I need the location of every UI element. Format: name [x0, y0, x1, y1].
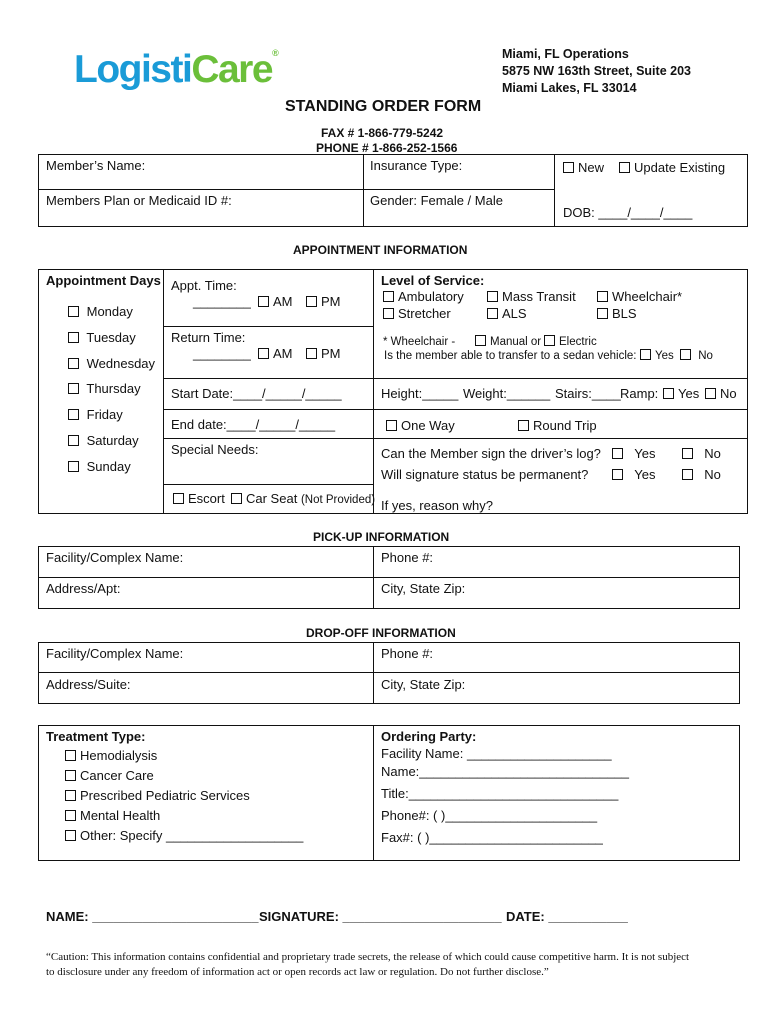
checkbox-icon[interactable] — [68, 409, 79, 420]
stairs-field[interactable]: Stairs:____ — [555, 386, 621, 401]
checkbox-icon[interactable] — [563, 162, 574, 173]
wheelchair-label: Wheelchair* — [612, 289, 683, 304]
ordering-party-label: Ordering Party: — [381, 729, 477, 744]
treatment-pediatric[interactable] — [65, 788, 250, 803]
round-trip-label: Round Trip — [533, 418, 597, 433]
checkbox-icon[interactable] — [68, 358, 79, 369]
appointment-days-label: Appointment Days — [46, 273, 161, 288]
day-label: Tuesday — [86, 330, 136, 345]
checkbox-icon[interactable] — [306, 296, 317, 307]
mass-transit-option[interactable] — [487, 289, 576, 304]
als-option[interactable] — [487, 306, 527, 321]
dropoff-address-label[interactable]: Address/Suite: — [46, 677, 131, 692]
stretcher-option[interactable] — [383, 306, 451, 321]
checkbox-icon[interactable] — [65, 790, 76, 801]
transfer-question: Is the member able to transfer to a sedan vehicle: — [384, 350, 637, 362]
treatment-cancer-care[interactable] — [65, 768, 154, 783]
signature-date-field[interactable]: DATE: ___________ — [506, 909, 628, 924]
pickup-address-label[interactable]: Address/Apt: — [46, 581, 121, 596]
signature-name-field[interactable]: NAME: _______________________ — [46, 909, 259, 924]
checkbox-icon[interactable] — [68, 306, 79, 317]
checkbox-icon[interactable] — [383, 291, 394, 302]
am-label: AM — [273, 294, 293, 309]
appt-row-divider — [163, 326, 373, 327]
car-seat-option[interactable] — [231, 491, 375, 506]
dropoff-row-divider — [38, 672, 740, 673]
checkbox-icon[interactable] — [597, 308, 608, 319]
checkbox-icon[interactable] — [663, 388, 674, 399]
ordering-facility-field[interactable]: Facility Name: ____________________ — [381, 746, 612, 761]
yes-label: Yes — [678, 386, 700, 401]
no-label: No — [720, 386, 737, 401]
dropoff-phone-label[interactable]: Phone #: — [381, 646, 434, 661]
permanent-question: Will signature status be permanent? — [381, 467, 589, 482]
ramp-label: Ramp: — [620, 386, 659, 401]
day-label: Wednesday — [86, 356, 156, 371]
logisticare-logo — [74, 48, 277, 92]
special-needs-label: Special Needs: — [171, 442, 259, 457]
transfer-yes[interactable] — [640, 350, 674, 362]
bls-option[interactable] — [597, 306, 637, 321]
appt-time-label: Appt. Time: — [171, 278, 237, 293]
ordering-fax-field[interactable]: Fax#: ( )________________________ — [381, 830, 603, 845]
height-field[interactable]: Height:_____ — [381, 386, 459, 401]
checkbox-icon[interactable] — [68, 435, 79, 446]
address-line2: 5875 NW 163th Street, Suite 203 — [502, 64, 691, 78]
dropoff-city-label[interactable]: City, State Zip: — [381, 677, 466, 692]
checkbox-icon[interactable] — [68, 383, 79, 394]
address-line3: Miami Lakes, FL 33014 — [502, 81, 637, 95]
checkbox-icon[interactable] — [173, 493, 184, 504]
checkbox-icon[interactable] — [306, 348, 317, 359]
pickup-facility-label[interactable]: Facility/Complex Name: — [46, 550, 184, 565]
no-label: No — [704, 446, 721, 461]
treatment-hemodialysis[interactable] — [65, 748, 157, 763]
checkbox-icon[interactable] — [68, 332, 79, 343]
checkbox-icon[interactable] — [705, 388, 716, 399]
start-date-field[interactable]: Start Date:____/_____/_____ — [171, 386, 342, 401]
phone-number: PHONE # 1-866-252-1566 — [316, 141, 458, 155]
day-label: Friday — [86, 407, 123, 422]
yes-label: Yes — [634, 467, 656, 482]
dropoff-col-divider — [373, 642, 374, 704]
dropoff-facility-label[interactable]: Facility/Complex Name: — [46, 646, 184, 661]
treatment-col-divider — [373, 725, 374, 861]
checkbox-icon[interactable] — [682, 448, 693, 459]
checkbox-icon[interactable] — [231, 493, 242, 504]
yes-label: Yes — [634, 446, 656, 461]
end-date-field[interactable]: End date:____/_____/_____ — [171, 417, 336, 432]
day-monday[interactable] — [68, 304, 133, 319]
day-thursday[interactable] — [68, 381, 141, 396]
member-col-divider — [363, 154, 364, 227]
member-col-divider-2 — [554, 154, 555, 227]
checkbox-icon[interactable] — [544, 335, 555, 346]
escort-label: Escort — [188, 491, 225, 506]
checkbox-icon[interactable] — [383, 308, 394, 319]
treatment-type-label: Treatment Type: — [46, 729, 146, 744]
checkbox-icon[interactable] — [487, 291, 498, 302]
member-row-divider — [38, 189, 555, 190]
update-existing-option[interactable] — [619, 160, 725, 175]
ambulatory-label: Ambulatory — [398, 289, 464, 304]
appt-row-divider — [163, 484, 373, 485]
checkbox-icon[interactable] — [65, 770, 76, 781]
plan-id-label[interactable]: Members Plan or Medicaid ID #: — [46, 193, 232, 208]
checkbox-icon[interactable] — [612, 469, 623, 480]
ambulatory-option[interactable] — [383, 289, 464, 304]
am-label: AM — [273, 346, 293, 361]
fax-number: FAX # 1-866-779-5242 — [321, 126, 444, 140]
appt-row-divider — [163, 438, 748, 439]
not-provided-note: (Not Provided) — [300, 494, 376, 506]
day-label: Saturday — [86, 433, 139, 448]
manual-option[interactable] — [475, 336, 541, 348]
return-time-field[interactable]: ________ — [193, 346, 251, 361]
checkbox-icon[interactable] — [680, 349, 691, 360]
checkbox-icon[interactable] — [386, 420, 397, 431]
logo-part2: Care — [191, 48, 273, 91]
gender-label[interactable]: Gender: Female / Male — [370, 193, 503, 208]
day-saturday[interactable] — [68, 433, 139, 448]
transfer-no[interactable] — [680, 350, 713, 362]
pickup-row-divider — [38, 577, 740, 578]
pickup-city-label[interactable]: City, State Zip: — [381, 581, 466, 596]
pm-label: PM — [321, 346, 341, 361]
wheelchair-option[interactable] — [597, 289, 682, 304]
mass-transit-label: Mass Transit — [502, 289, 576, 304]
pm-label: PM — [321, 294, 341, 309]
pickup-heading: PICK-UP INFORMATION — [313, 530, 450, 544]
return-am-option[interactable] — [258, 346, 293, 361]
one-way-option[interactable] — [386, 418, 455, 433]
sign-log-yes[interactable] — [612, 446, 655, 461]
checkbox-icon[interactable] — [65, 810, 76, 821]
one-way-label: One Way — [401, 418, 455, 433]
checkbox-icon[interactable] — [65, 750, 76, 761]
treatment-mental-health[interactable] — [65, 808, 160, 823]
update-existing-label: Update Existing — [634, 160, 726, 175]
permanent-no[interactable] — [682, 467, 721, 482]
bls-label: BLS — [612, 306, 637, 321]
no-label: No — [704, 467, 721, 482]
checkbox-icon[interactable] — [518, 420, 529, 431]
signature-field[interactable]: SIGNATURE: ______________________ — [259, 909, 502, 924]
day-wednesday[interactable] — [68, 356, 155, 371]
appt-row-divider — [163, 378, 748, 379]
checkbox-icon[interactable] — [487, 308, 498, 319]
appt-am-option[interactable] — [258, 294, 293, 309]
manual-label: Manual or — [490, 336, 542, 348]
treatment-label: Hemodialysis — [80, 748, 158, 763]
ordering-title-field[interactable]: Title:_____________________________ — [381, 786, 619, 801]
caution-line-2: to disclosure under any freedom of information act or open records act law or regulation. Do not further disclose.” — [46, 966, 549, 978]
checkbox-icon[interactable] — [619, 162, 630, 173]
appt-col-divider-2 — [373, 269, 374, 514]
electric-label: Electric — [559, 336, 597, 348]
ordering-name-field[interactable]: Name:_____________________________ — [381, 764, 629, 779]
pickup-phone-label[interactable]: Phone #: — [381, 550, 434, 565]
dropoff-heading: DROP-OFF INFORMATION — [306, 626, 456, 640]
appt-pm-option[interactable] — [306, 294, 341, 309]
checkbox-icon[interactable] — [597, 291, 608, 302]
dob-field[interactable]: DOB: ____/____/____ — [563, 205, 693, 220]
escort-option[interactable] — [173, 491, 225, 506]
caution-line-1: “Caution: This information contains confidential and proprietary trade secrets, the release of which could cause competitive harm. It is not subject — [46, 951, 690, 963]
day-sunday[interactable] — [68, 459, 131, 474]
als-label: ALS — [502, 306, 527, 321]
new-option[interactable] — [563, 160, 604, 175]
round-trip-option[interactable] — [518, 418, 597, 433]
return-pm-option[interactable] — [306, 346, 341, 361]
wheelchair-note: * Wheelchair - — [383, 336, 456, 348]
yes-label: Yes — [655, 350, 674, 362]
ordering-phone-field[interactable]: Phone#: ( )_____________________ — [381, 808, 598, 823]
day-friday[interactable] — [68, 407, 123, 422]
weight-field[interactable]: Weight:______ — [463, 386, 551, 401]
new-label: New — [578, 160, 605, 175]
checkbox-icon[interactable] — [682, 469, 693, 480]
day-label: Monday — [86, 304, 133, 319]
checkbox-icon[interactable] — [68, 461, 79, 472]
treatment-other[interactable] — [65, 828, 303, 843]
ramp-no[interactable] — [705, 386, 737, 401]
address-line1: Miami, FL Operations — [502, 47, 629, 61]
sign-log-question: Can the Member sign the driver’s log? — [381, 446, 601, 461]
reason-question[interactable]: If yes, reason why? — [381, 498, 493, 513]
stretcher-label: Stretcher — [398, 306, 451, 321]
level-of-service-label: Level of Service: — [381, 273, 485, 288]
page-title: STANDING ORDER FORM — [285, 98, 482, 115]
return-time-label: Return Time: — [171, 330, 246, 345]
appointment-heading: APPOINTMENT INFORMATION — [293, 243, 468, 257]
checkbox-icon[interactable] — [475, 335, 486, 346]
treatment-label: Prescribed Pediatric Services — [80, 788, 250, 803]
no-label: No — [698, 350, 713, 362]
ramp-yes[interactable] — [663, 386, 699, 401]
treatment-label: Mental Health — [80, 808, 161, 823]
checkbox-icon[interactable] — [258, 348, 269, 359]
appt-col-divider-1 — [163, 269, 164, 514]
sign-log-no[interactable] — [682, 446, 721, 461]
member-name-label[interactable]: Member’s Name: — [46, 158, 146, 173]
checkbox-icon[interactable] — [640, 349, 651, 360]
day-tuesday[interactable] — [68, 330, 136, 345]
checkbox-icon[interactable] — [258, 296, 269, 307]
checkbox-icon[interactable] — [65, 830, 76, 841]
logo-part1: Logisti — [74, 48, 192, 91]
day-label: Thursday — [86, 381, 141, 396]
appt-time-field[interactable]: ________ — [193, 294, 251, 309]
electric-option[interactable] — [544, 336, 597, 348]
permanent-yes[interactable] — [612, 467, 655, 482]
day-label: Sunday — [86, 459, 131, 474]
pickup-col-divider — [373, 546, 374, 609]
insurance-type-label[interactable]: Insurance Type: — [370, 158, 463, 173]
treatment-label: Cancer Care — [80, 768, 154, 783]
car-seat-label: Car Seat — [246, 491, 298, 506]
treatment-label: Other: Specify ___________________ — [80, 828, 304, 843]
checkbox-icon[interactable] — [612, 448, 623, 459]
appt-row-divider — [163, 409, 748, 410]
logo-registered-mark: ® — [272, 48, 278, 58]
